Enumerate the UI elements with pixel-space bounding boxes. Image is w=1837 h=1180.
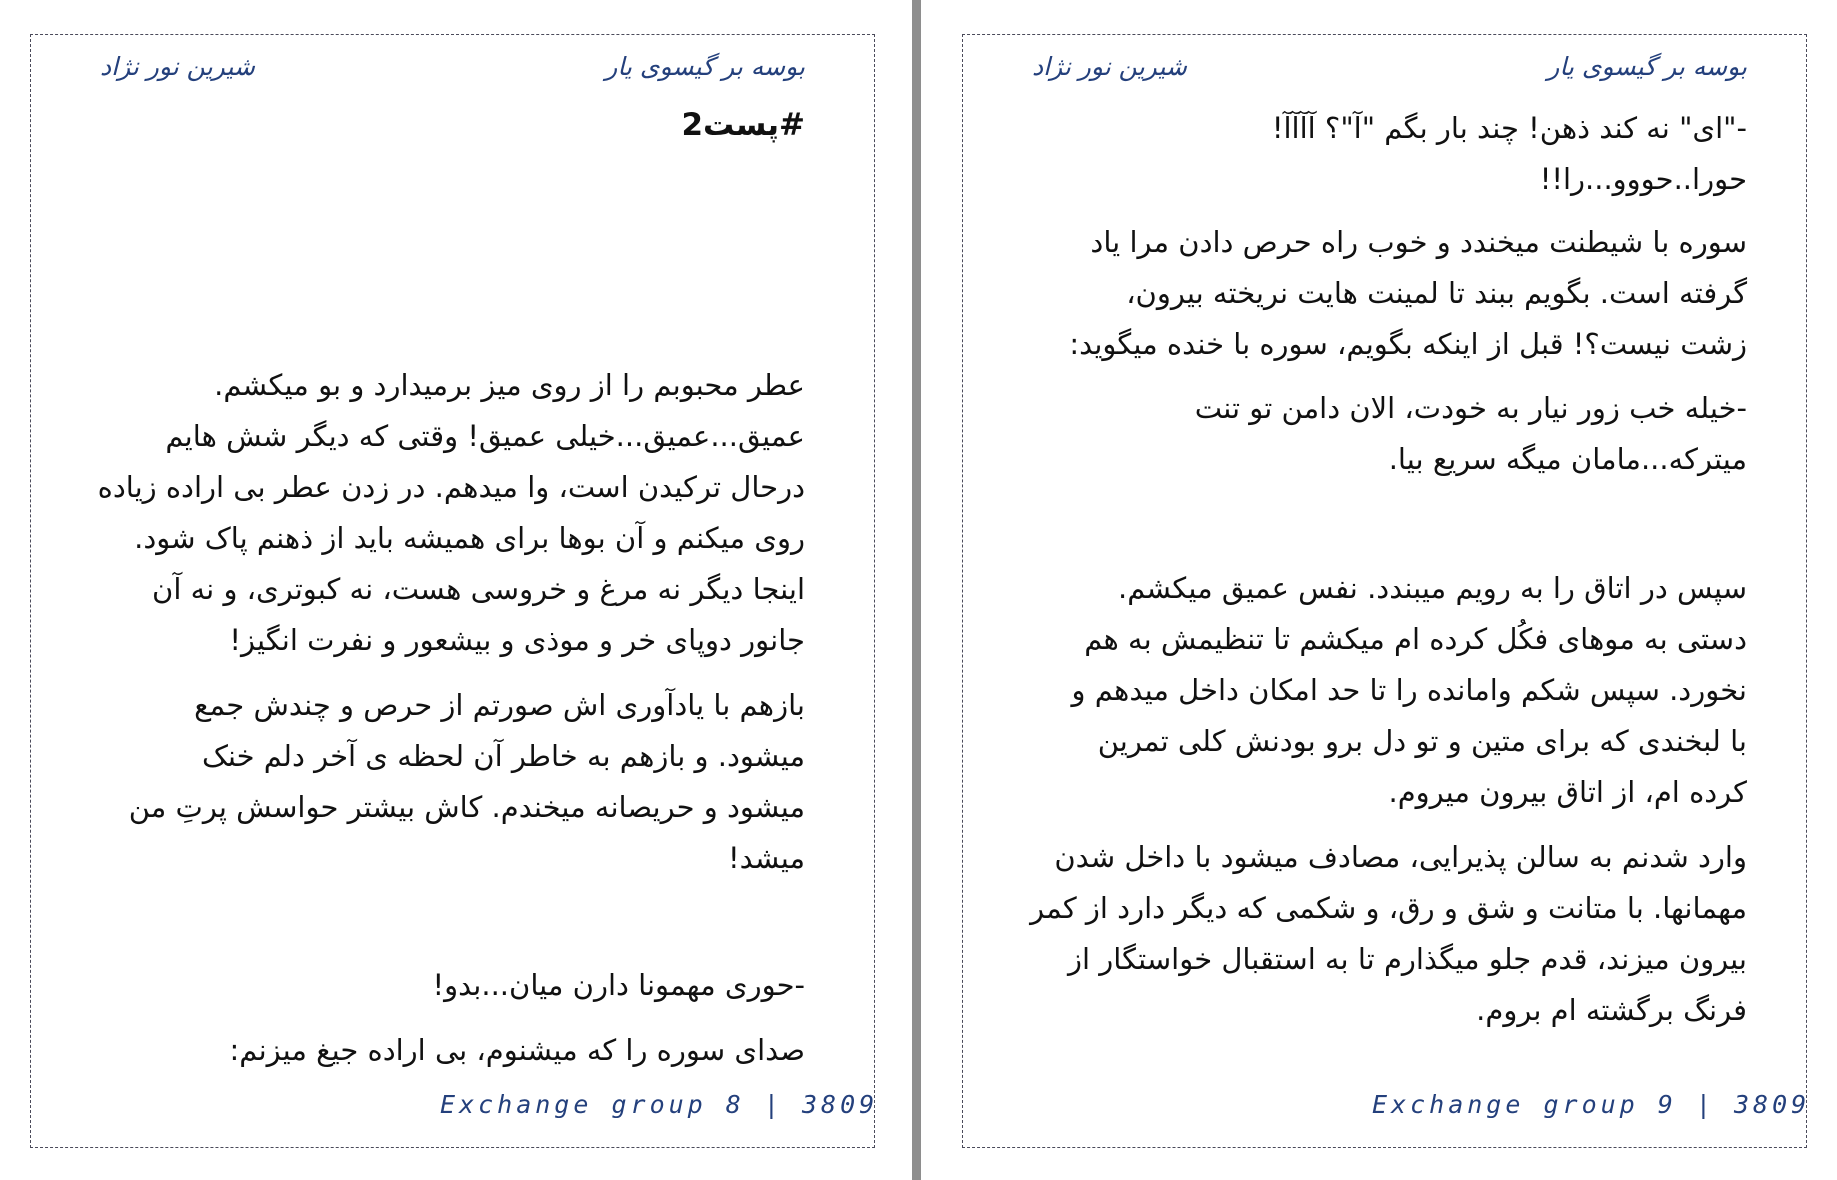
post-tag: #پست2 <box>681 107 805 143</box>
text-line: بیرون میزند، قدم جلو میگذارم تا به استقبال خواستگار از <box>1067 942 1747 976</box>
book-title-header: بوسه بر گیسوی یار <box>605 52 805 81</box>
paragraph-1 <box>1027 103 1747 205</box>
text-line: صدای سوره را که میشنوم، بی اراده جیغ میزنم: <box>229 1033 805 1067</box>
text-line: وارد شدنم به سالن پذیرایی، مصادف میشود با داخل شدن <box>1054 840 1747 874</box>
text-line: گرفته است. بگویم ببند تا لمینت هایت نریخته بیرون، <box>1126 276 1747 310</box>
text-line: سپس در اتاق را به رویم میبندد. نفس عمیق میکشم. <box>1118 571 1747 605</box>
text-line: حورا..حووو...را!! <box>1539 162 1747 196</box>
text-line: عمیق...عمیق...خیلی عمیق! وقتی که دیگر شش هایم <box>165 419 805 453</box>
post-tag-block <box>85 100 805 151</box>
text-line: -"ای" نه کند ذهن! چند بار بگم "آ"؟ آآآآ! <box>1271 111 1747 145</box>
paragraph-3 <box>1027 383 1747 485</box>
author-header: شیرین نور نژاد <box>1032 52 1187 81</box>
paragraph-2 <box>85 680 805 884</box>
text-line: بازهم با یادآوری اش صورتم از حرص و چندش جمع <box>194 688 805 722</box>
page-right <box>932 0 1837 1180</box>
text-line: دستی به موهای فکُل کرده ام میکشم تا تنظیمش به هم <box>1084 622 1747 656</box>
page-divider <box>912 0 921 1180</box>
page-left <box>0 0 895 1180</box>
paragraph-4 <box>85 1025 805 1076</box>
text-line: میترکه...مامان میگه سریع بیا. <box>1388 442 1747 476</box>
paragraph-2 <box>1027 217 1747 370</box>
author-header: شیرین نور نژاد <box>100 52 255 81</box>
text-line: درحال ترکیدن است، وا میدهم. در زدن عطر بی اراده زیاده <box>97 470 805 504</box>
paragraph-3 <box>85 960 805 1011</box>
text-line: میشد! <box>727 841 805 875</box>
page-footer: Exchange group 9 | 3809 <box>1372 1090 1811 1119</box>
text-line: -حوری مهمونا دارن میان...بدو! <box>432 968 805 1002</box>
text-line: زشت نیست؟! قبل از اینکه بگویم، سوره با خنده میگوید: <box>1069 327 1747 361</box>
paragraph-1 <box>85 360 805 666</box>
text-line: نخورد. سپس شکم وامانده را تا حد امکان داخل میدهم و <box>1071 673 1747 707</box>
text-line: فرنگ برگشته ام بروم. <box>1476 993 1747 1027</box>
paragraph-4 <box>1027 563 1747 818</box>
text-line: -خیله خب زور نیار به خودت، الان دامن تو تنت <box>1194 391 1747 425</box>
text-line: میشود. و بازهم به خاطر آن لحظه ی آخر دلم خنک <box>201 739 805 773</box>
text-line: جانور دوپای خر و موذی و بیشعور و نفرت انگیز! <box>229 623 805 657</box>
text-line: کرده ام، از اتاق بیرون میروم. <box>1388 775 1747 809</box>
text-line: روی میکنم و آن بوها برای همیشه باید از ذهنم پاک شود. <box>134 521 805 555</box>
text-line: سوره با شیطنت میخندد و خوب راه حرص دادن مرا یاد <box>1090 225 1747 259</box>
text-line: میشود و حریصانه میخندم. کاش بیشتر حواسش پرتِ من <box>128 790 805 824</box>
book-title-header: بوسه بر گیسوی یار <box>1547 52 1747 81</box>
text-line: اینجا دیگر نه مرغ و خروسی هست، نه کبوتری، و نه آن <box>152 572 805 606</box>
text-line: مهمانها. با متانت و شق و رق، و شکمی که دیگر دارد از کمر <box>1030 891 1747 925</box>
page-footer: Exchange group 8 | 3809 <box>440 1090 879 1119</box>
text-line: عطر محبوبم را از روی میز برمیدارد و بو میکشم. <box>214 368 805 402</box>
text-line: با لبخندی که برای متین و تو دل برو بودنش کلی تمرین <box>1097 724 1747 758</box>
paragraph-5 <box>1027 832 1747 1036</box>
